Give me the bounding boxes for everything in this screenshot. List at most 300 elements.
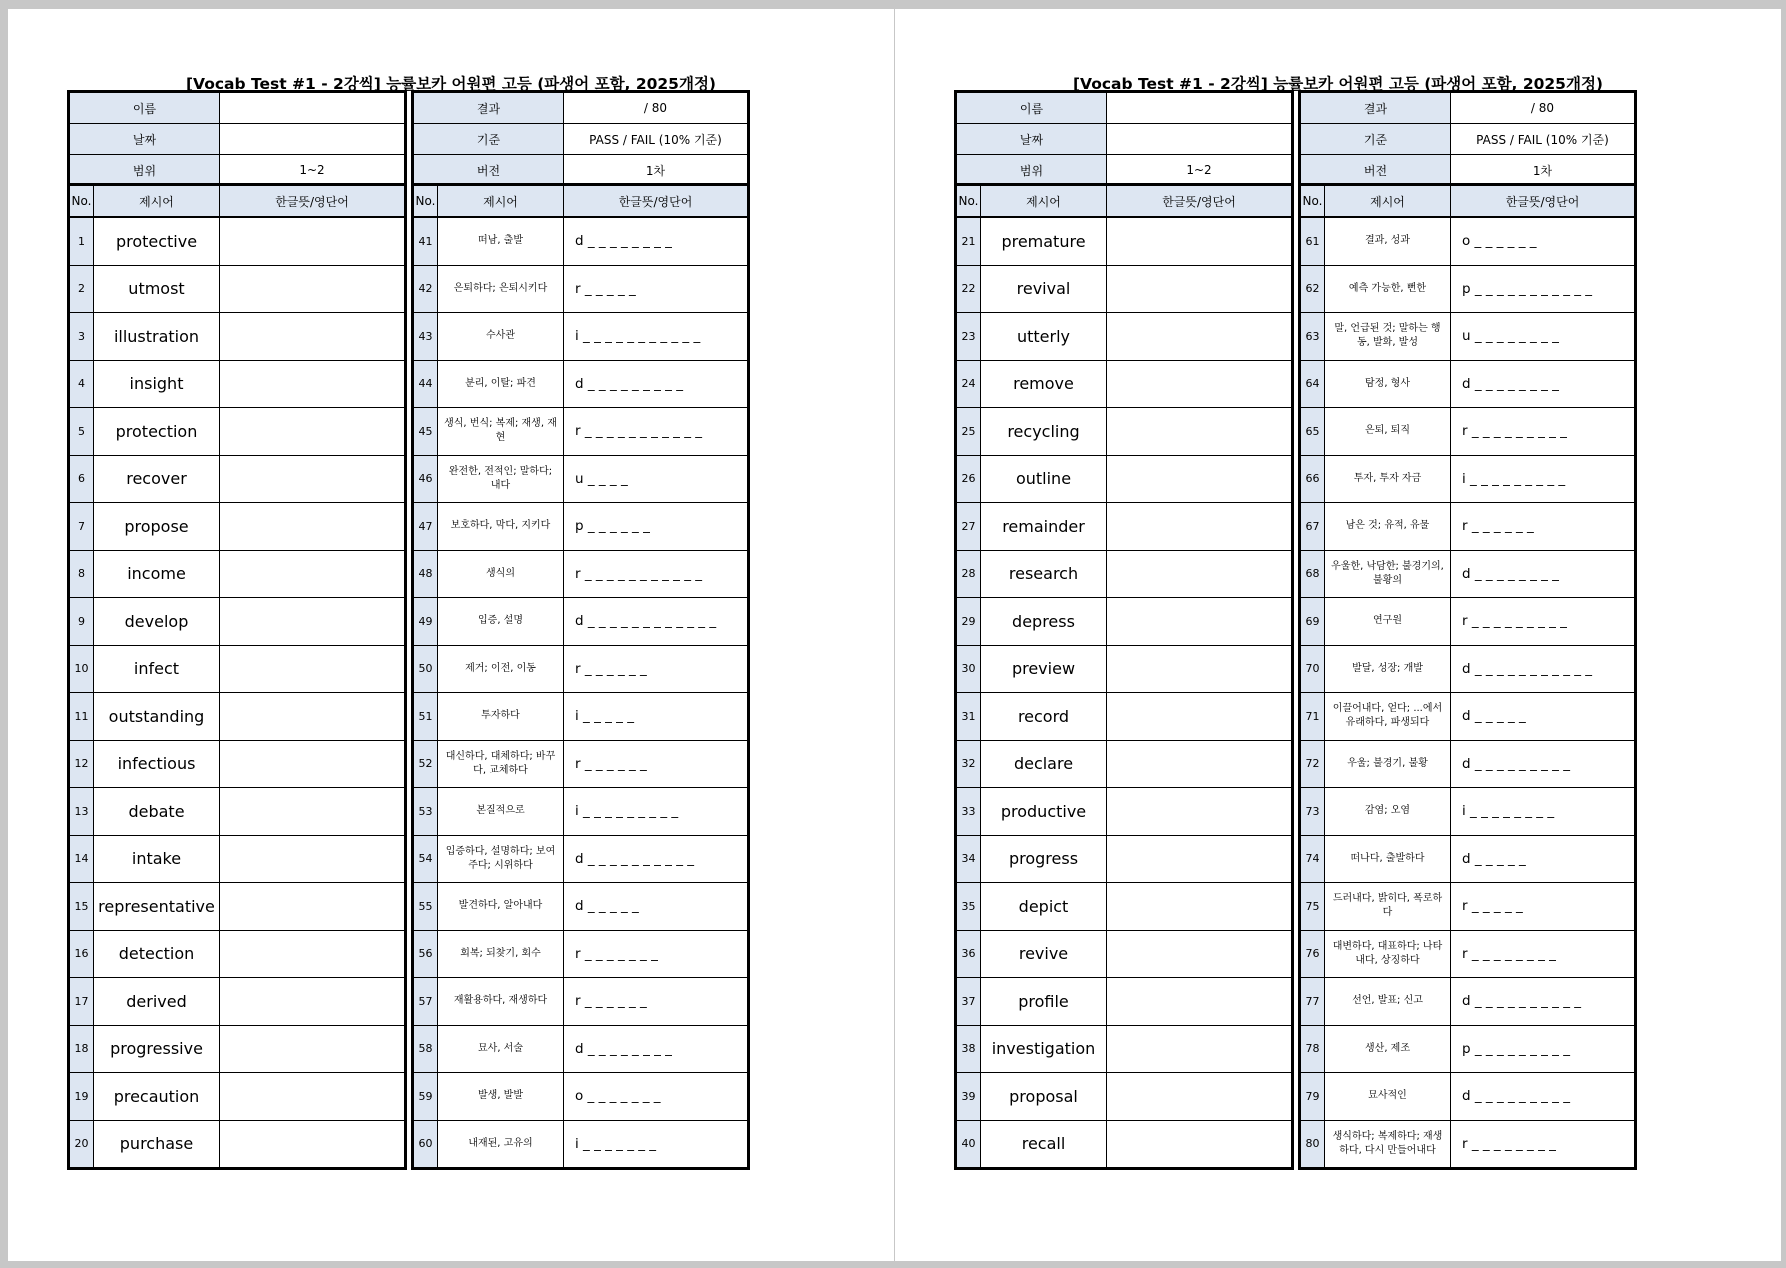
item-number: 20 [70,1120,94,1168]
korean-meaning: 발생, 발발 [438,1073,564,1121]
word-row [70,503,405,551]
answer-hint[interactable]: i _ _ _ _ _ _ _ _ _ [564,788,748,836]
item-number: 1 [70,217,94,265]
item-number: 72 [1301,740,1325,788]
answer-hint[interactable]: r _ _ _ _ _ [1451,883,1635,931]
item-number: 10 [70,645,94,693]
item-number: 55 [414,883,438,931]
clue-row [1301,740,1635,788]
date-label: 날짜 [70,124,220,155]
answer-field[interactable] [1107,408,1292,456]
header-answer: 한글뜻/영단어 [220,186,405,218]
answer-hint[interactable]: u _ _ _ _ [564,455,748,503]
clue-row [414,645,748,693]
prompt-word: revival [981,265,1107,313]
word-row [70,1120,405,1168]
prompt-word: profile [981,978,1107,1026]
answer-field[interactable] [1107,645,1292,693]
answer-field[interactable] [1107,788,1292,836]
answer-hint[interactable]: r _ _ _ _ _ _ [564,740,748,788]
item-number: 51 [414,693,438,741]
prompt-word: outline [981,455,1107,503]
clue-row [414,835,748,883]
item-number: 40 [957,1120,981,1168]
prompt-word: representative [94,883,220,931]
item-number: 70 [1301,645,1325,693]
item-number: 41 [414,217,438,265]
answer-hint[interactable]: d _ _ _ _ _ _ _ _ _ [564,360,748,408]
prompt-word: declare [981,740,1107,788]
answer-field[interactable] [220,835,405,883]
answer-field[interactable] [1107,835,1292,883]
answer-field[interactable] [1107,455,1292,503]
item-number: 71 [1301,693,1325,741]
item-number: 33 [957,788,981,836]
korean-meaning: 생식의 [438,550,564,598]
word-row [70,835,405,883]
header-answer: 한글뜻/영단어 [1107,186,1292,218]
korean-meaning: 연구원 [1325,598,1451,646]
criteria-value: PASS / FAIL (10% 기준) [1451,124,1635,155]
word-row [70,217,405,265]
answer-field[interactable] [220,1120,405,1168]
version-value: 1차 [564,155,748,186]
item-number: 61 [1301,217,1325,265]
answer-hint[interactable]: i _ _ _ _ _ _ _ _ _ _ _ [564,313,748,361]
clue-row [1301,930,1635,978]
answer-field[interactable] [1107,360,1292,408]
word-row [957,313,1292,361]
korean-meaning: 투자하다 [438,693,564,741]
clue-row [1301,788,1635,836]
item-number: 69 [1301,598,1325,646]
answer-hint[interactable]: d _ _ _ _ _ [1451,835,1635,883]
prompt-word: record [981,693,1107,741]
answer-field[interactable] [220,550,405,598]
item-number: 30 [957,645,981,693]
prompt-word: protection [94,408,220,456]
korean-meaning: 떠남, 출발 [438,217,564,265]
word-row [957,883,1292,931]
item-number: 64 [1301,360,1325,408]
name-field[interactable] [1107,93,1292,124]
item-number: 21 [957,217,981,265]
answer-hint[interactable]: o _ _ _ _ _ _ [1451,217,1635,265]
korean-meaning: 남은 것; 유적, 유물 [1325,503,1451,551]
prompt-word: revive [981,930,1107,978]
item-number: 63 [1301,313,1325,361]
prompt-word: detection [94,930,220,978]
korean-meaning: 보호하다, 막다, 지키다 [438,503,564,551]
item-number: 7 [70,503,94,551]
word-row [70,265,405,313]
clue-row [414,455,748,503]
answer-field[interactable] [1107,978,1292,1026]
item-number: 50 [414,645,438,693]
item-number: 14 [70,835,94,883]
answer-field[interactable] [220,503,405,551]
word-row [70,360,405,408]
word-row [957,930,1292,978]
korean-meaning: 우울; 불경기, 불황 [1325,740,1451,788]
clue-row [1301,883,1635,931]
word-row [957,788,1292,836]
answer-field[interactable] [1107,217,1292,265]
item-number: 57 [414,978,438,1026]
word-row [957,1073,1292,1121]
prompt-word: infect [94,645,220,693]
korean-meaning: 은퇴하다; 은퇴시키다 [438,265,564,313]
date-label: 날짜 [957,124,1107,155]
criteria-value: PASS / FAIL (10% 기준) [564,124,748,155]
page-title: [Vocab Test #1 - 2강씩] 능률보카 어원편 고등 (파생어 포함, 2025개정) [185,75,717,93]
item-number: 73 [1301,788,1325,836]
answer-field[interactable] [220,740,405,788]
answer-hint[interactable]: d _ _ _ _ _ [564,883,748,931]
prompt-word: investigation [981,1025,1107,1073]
korean-meaning: 이끌어내다, 얻다; ...에서 유래하다, 파생되다 [1325,693,1451,741]
prompt-word: infectious [94,740,220,788]
clue-row [1301,1025,1635,1073]
header-no: No. [414,186,438,218]
korean-meaning: 대신하다, 대체하다; 바꾸다, 교체하다 [438,740,564,788]
answer-hint[interactable]: d _ _ _ _ _ _ _ _ _ [1451,740,1635,788]
clue-row [1301,645,1635,693]
item-number: 58 [414,1025,438,1073]
answer-hint[interactable]: r _ _ _ _ _ _ [564,645,748,693]
item-number: 74 [1301,835,1325,883]
item-number: 34 [957,835,981,883]
prompt-word: outstanding [94,693,220,741]
item-number: 36 [957,930,981,978]
item-number: 42 [414,265,438,313]
item-number: 75 [1301,883,1325,931]
word-row [957,693,1292,741]
word-row [70,313,405,361]
student-info-table [956,92,1292,186]
answer-field[interactable] [1107,693,1292,741]
item-number: 32 [957,740,981,788]
korean-meaning: 내재된, 고유의 [438,1120,564,1168]
korean-meaning: 탐정, 형사 [1325,360,1451,408]
korean-meaning: 생산, 제조 [1325,1025,1451,1073]
item-number: 2 [70,265,94,313]
answer-hint[interactable]: d _ _ _ _ _ _ _ _ [564,217,748,265]
prompt-word: utmost [94,265,220,313]
answer-field[interactable] [220,1073,405,1121]
clue-row [1301,978,1635,1026]
item-number: 18 [70,1025,94,1073]
item-number: 80 [1301,1120,1325,1168]
item-number: 67 [1301,503,1325,551]
clue-row [1301,503,1635,551]
answer-field[interactable] [1107,265,1292,313]
word-row [70,788,405,836]
answer-hint[interactable]: i _ _ _ _ _ _ _ _ [1451,788,1635,836]
date-field[interactable] [220,124,405,155]
answer-field[interactable] [220,455,405,503]
answer-hint[interactable]: i _ _ _ _ _ [564,693,748,741]
prompt-word: depict [981,883,1107,931]
answer-hint[interactable]: p _ _ _ _ _ _ _ _ _ [1451,1025,1635,1073]
answer-hint[interactable]: r _ _ _ _ _ _ _ _ [1451,930,1635,978]
answer-field[interactable] [1107,550,1292,598]
item-number: 35 [957,883,981,931]
item-number: 17 [70,978,94,1026]
prompt-word: recall [981,1120,1107,1168]
prompt-word: recycling [981,408,1107,456]
prompt-word: protective [94,217,220,265]
criteria-label: 기준 [414,124,564,155]
clue-row [414,408,748,456]
korean-meaning: 감염; 오염 [1325,788,1451,836]
korean-meaning: 선언, 발표; 신고 [1325,978,1451,1026]
answer-field[interactable] [220,313,405,361]
item-number: 11 [70,693,94,741]
answer-field[interactable] [220,978,405,1026]
result-info-table [1300,92,1635,186]
answer-hint[interactable]: p _ _ _ _ _ _ [564,503,748,551]
answer-hint[interactable]: d _ _ _ _ _ _ _ _ [1451,360,1635,408]
result-info-table [413,92,748,186]
answer-hint[interactable]: d _ _ _ _ _ _ _ _ [564,1025,748,1073]
korean-meaning: 발견하다, 알아내다 [438,883,564,931]
item-number: 49 [414,598,438,646]
item-number: 28 [957,550,981,598]
prompt-word: debate [94,788,220,836]
korean-meaning: 말, 언급된 것; 말하는 행동, 발화, 발성 [1325,313,1451,361]
answer-field[interactable] [1107,740,1292,788]
answer-field[interactable] [220,645,405,693]
prompt-word: productive [981,788,1107,836]
answer-field[interactable] [1107,1073,1292,1121]
answer-hint[interactable]: r _ _ _ _ _ _ _ [564,930,748,978]
answer-hint[interactable]: d _ _ _ _ _ _ _ _ _ _ _ [1451,645,1635,693]
clue-row [1301,598,1635,646]
worksheet-page-1 [8,9,894,1261]
item-number: 12 [70,740,94,788]
answer-hint[interactable]: r _ _ _ _ _ [564,265,748,313]
answer-field[interactable] [1107,883,1292,931]
header-prompt: 제시어 [94,186,220,218]
student-info-table [69,92,405,186]
answer-field[interactable] [1107,930,1292,978]
item-number: 8 [70,550,94,598]
clue-row [414,883,748,931]
header-no: No. [70,186,94,218]
answer-hint[interactable]: r _ _ _ _ _ _ _ _ _ _ _ [564,408,748,456]
word-row [957,217,1292,265]
answer-field[interactable] [220,217,405,265]
prompt-word: recover [94,455,220,503]
answer-field[interactable] [220,788,405,836]
clue-row [1301,217,1635,265]
prompt-word: illustration [94,313,220,361]
prompt-word: insight [94,360,220,408]
clue-row [414,598,748,646]
clue-row [414,1025,748,1073]
prompt-word: remainder [981,503,1107,551]
korean-meaning: 대변하다, 대표하다; 나타내다, 상징하다 [1325,930,1451,978]
answer-field[interactable] [1107,598,1292,646]
answer-hint[interactable]: r _ _ _ _ _ _ _ _ _ _ _ [564,550,748,598]
item-number: 23 [957,313,981,361]
korean-meaning: 투자, 투자 자금 [1325,455,1451,503]
answer-field[interactable] [220,883,405,931]
korean-meaning: 재활용하다, 재생하다 [438,978,564,1026]
clue-row [414,1120,748,1168]
version-label: 버전 [1301,155,1451,186]
date-field[interactable] [1107,124,1292,155]
clue-row [1301,408,1635,456]
item-number: 65 [1301,408,1325,456]
clue-table [413,185,748,1168]
korean-meaning: 생식, 번식; 복제; 재생, 재현 [438,408,564,456]
prompt-word: purchase [94,1120,220,1168]
answer-hint[interactable]: r _ _ _ _ _ _ [1451,503,1635,551]
korean-meaning: 은퇴, 퇴직 [1325,408,1451,456]
clue-row [1301,313,1635,361]
item-number: 6 [70,455,94,503]
korean-meaning: 드러내다, 밝히다, 폭로하다 [1325,883,1451,931]
item-number: 39 [957,1073,981,1121]
answer-hint[interactable]: o _ _ _ _ _ _ _ [564,1073,748,1121]
item-number: 16 [70,930,94,978]
korean-meaning: 묘사, 서술 [438,1025,564,1073]
answer-hint[interactable]: d _ _ _ _ _ [1451,693,1635,741]
answer-hint[interactable]: r _ _ _ _ _ _ _ _ [1451,1120,1635,1168]
answer-hint[interactable]: d _ _ _ _ _ _ _ _ _ _ [564,835,748,883]
item-number: 79 [1301,1073,1325,1121]
range-value: 1~2 [220,155,405,186]
header-answer: 한글뜻/영단어 [564,186,748,218]
result-value: / 80 [1451,93,1635,124]
answer-field[interactable] [220,408,405,456]
header-no: No. [1301,186,1325,218]
answer-field[interactable] [1107,1025,1292,1073]
answer-hint[interactable]: r _ _ _ _ _ _ [564,978,748,1026]
clue-row [1301,360,1635,408]
answer-hint[interactable]: d _ _ _ _ _ _ _ _ [1451,550,1635,598]
word-row [70,930,405,978]
korean-meaning: 제거; 이전, 이동 [438,645,564,693]
version-value: 1차 [1451,155,1635,186]
item-number: 22 [957,265,981,313]
item-number: 59 [414,1073,438,1121]
answer-field[interactable] [220,693,405,741]
item-number: 56 [414,930,438,978]
answer-hint[interactable]: r _ _ _ _ _ _ _ _ _ [1451,598,1635,646]
answer-field[interactable] [220,265,405,313]
item-number: 52 [414,740,438,788]
prompt-word: precaution [94,1073,220,1121]
korean-meaning: 회복; 되찾기, 회수 [438,930,564,978]
clue-table [1300,185,1635,1168]
clue-row [1301,1120,1635,1168]
name-label: 이름 [957,93,1107,124]
clue-row [1301,693,1635,741]
answer-field[interactable] [1107,1120,1292,1168]
prompt-word: propose [94,503,220,551]
korean-meaning: 수사관 [438,313,564,361]
word-row [70,408,405,456]
korean-meaning: 본질적으로 [438,788,564,836]
word-row [957,550,1292,598]
answer-hint[interactable]: r _ _ _ _ _ _ _ _ _ [1451,408,1635,456]
answer-hint[interactable]: d _ _ _ _ _ _ _ _ _ _ [1451,978,1635,1026]
korean-meaning: 입증하다, 설명하다; 보여주다; 시위하다 [438,835,564,883]
answer-hint[interactable]: u _ _ _ _ _ _ _ _ [1451,313,1635,361]
header-no: No. [957,186,981,218]
answer-hint[interactable]: i _ _ _ _ _ _ _ [564,1120,748,1168]
item-number: 60 [414,1120,438,1168]
prompt-word: income [94,550,220,598]
item-number: 25 [957,408,981,456]
clue-row [414,1073,748,1121]
clue-row [1301,455,1635,503]
prompt-word: progressive [94,1025,220,1073]
header-prompt: 제시어 [981,186,1107,218]
header-answer: 한글뜻/영단어 [1451,186,1635,218]
answer-hint[interactable]: d _ _ _ _ _ _ _ _ _ _ _ _ [564,598,748,646]
name-field[interactable] [220,93,405,124]
prompt-word: utterly [981,313,1107,361]
prompt-word: develop [94,598,220,646]
clue-row [414,265,748,313]
korean-meaning: 발달, 성장; 개발 [1325,645,1451,693]
item-number: 31 [957,693,981,741]
item-number: 38 [957,1025,981,1073]
answer-hint[interactable]: p _ _ _ _ _ _ _ _ _ _ _ [1451,265,1635,313]
version-label: 버전 [414,155,564,186]
clue-row [1301,550,1635,598]
result-label: 결과 [414,93,564,124]
word-row [957,978,1292,1026]
item-number: 15 [70,883,94,931]
result-label: 결과 [1301,93,1451,124]
word-table [956,185,1292,1168]
korean-meaning: 완전한, 전적인; 말하다; 내다 [438,455,564,503]
item-number: 3 [70,313,94,361]
korean-meaning: 묘사적인 [1325,1073,1451,1121]
item-number: 5 [70,408,94,456]
answer-hint[interactable]: i _ _ _ _ _ _ _ _ _ [1451,455,1635,503]
answer-field[interactable] [1107,503,1292,551]
korean-meaning: 우울한, 낙담한; 불경기의, 불황의 [1325,550,1451,598]
item-number: 54 [414,835,438,883]
clue-row [414,503,748,551]
answer-field[interactable] [220,1025,405,1073]
item-number: 43 [414,313,438,361]
answer-field[interactable] [1107,313,1292,361]
answer-hint[interactable]: d _ _ _ _ _ _ _ _ _ [1451,1073,1635,1121]
item-number: 44 [414,360,438,408]
answer-field[interactable] [220,930,405,978]
answer-field[interactable] [220,598,405,646]
item-number: 45 [414,408,438,456]
item-number: 13 [70,788,94,836]
result-value: / 80 [564,93,748,124]
word-row [957,645,1292,693]
item-number: 77 [1301,978,1325,1026]
answer-field[interactable] [220,360,405,408]
prompt-word: derived [94,978,220,1026]
prompt-word: proposal [981,1073,1107,1121]
clue-row [1301,265,1635,313]
word-row [70,1073,405,1121]
header-prompt: 제시어 [438,186,564,218]
clue-row [414,740,748,788]
